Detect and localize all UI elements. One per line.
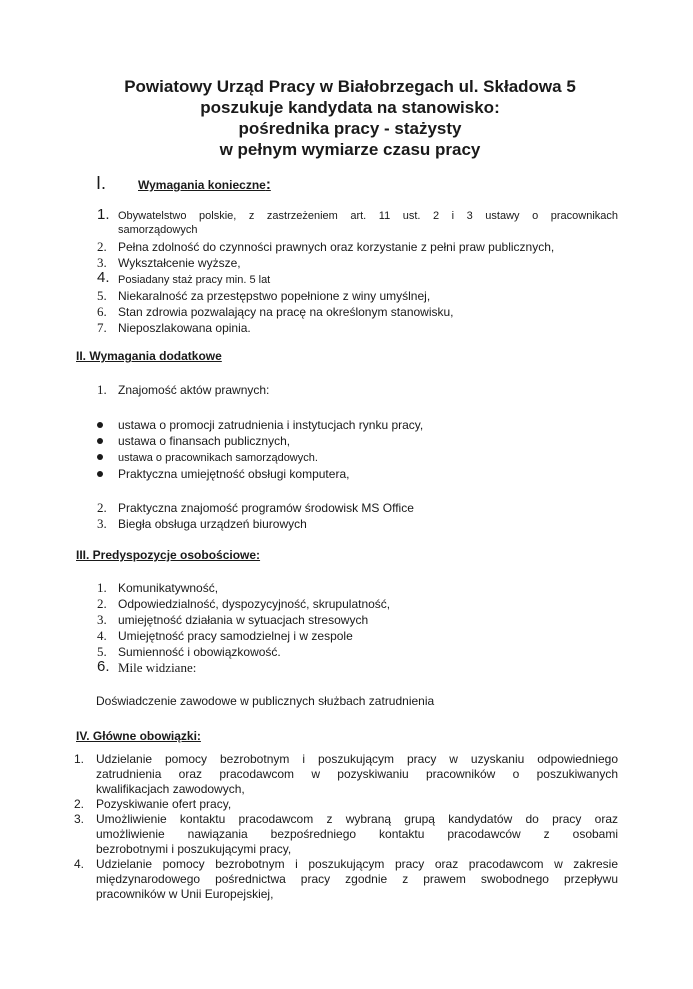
- bullet-icon: [97, 454, 103, 460]
- section-1-title-text: Wymagania konieczne: [138, 178, 266, 192]
- section-1-roman: I.: [96, 173, 107, 193]
- list-item: [97, 269, 618, 288]
- list-item-number: 3.: [97, 516, 107, 531]
- list-item-text: Sumienność i obowiązkowość.: [118, 645, 281, 659]
- list-item-number: 4.: [74, 857, 85, 871]
- list-item-text: Praktyczna znajomość programów środowisk MS Office: [118, 501, 414, 515]
- bullet-text: Praktyczna umiejętność obsługi komputera,: [118, 467, 350, 481]
- list-item-text: Znajomość aktów prawnych:: [118, 383, 270, 397]
- list-item: [97, 580, 598, 596]
- list-item-text-line: zatrudnienia oraz pracodawcom w pozyskiwaniu pracowników o poszukiwanych: [96, 767, 618, 781]
- list-item-number: 3.: [97, 255, 107, 270]
- bullet-text: ustawa o finansach publicznych,: [118, 434, 291, 448]
- list-item-text: umiejętność działania w sytuacjach stresowych: [118, 613, 369, 627]
- list-item-text-line: międzynarodowego pośrednictwa pracy zgodnie z prawem swobodnego przepływu: [96, 872, 618, 886]
- list-item-text: Posiadany staż pracy min. 5 lat: [118, 274, 271, 286]
- list-item-text: Biegła obsługa urządzeń biurowych: [118, 517, 307, 531]
- list-item-number: 5.: [97, 644, 107, 659]
- list-item-text: Niekaralność za przestępstwo popełnione z winy umyślnej,: [118, 289, 431, 303]
- title-line-2: poszukuje kandydata na stanowisko:: [200, 98, 500, 117]
- bullet-text: ustawa o promocji zatrudnienia i instytucjach rynku pracy,: [118, 418, 424, 432]
- list-item: [97, 658, 598, 676]
- list-item-number: 2.: [97, 239, 107, 254]
- list-item-text-line: Umożliwienie kontaktu pracodawcom z wybraną grupą kandydatów do pracy oraz: [96, 812, 618, 826]
- list-item-text-line: kwalifikacjach zawodowych,: [96, 782, 245, 796]
- list-item-number: 6.: [97, 304, 107, 319]
- list-item: [97, 239, 618, 255]
- list-item-text-line: Udzielanie pomocy bezrobotnym i poszukującym pracy oraz pracodawcom w zakresie: [96, 857, 618, 871]
- list-item-text-line: Obywatelstwo polskie, z zastrzeżeniem art. 11 ust. 2 i 3 ustawy o pracownikach: [118, 210, 618, 222]
- section-1-colon: :: [265, 176, 271, 193]
- list-item: [97, 644, 598, 660]
- list-item-text: Mile widziane:: [118, 660, 197, 675]
- list-item-text-line: Udzielanie pomocy bezrobotnym i poszukującym pracy w uzyskaniu odpowiedniego: [96, 752, 618, 766]
- list-item: [74, 752, 618, 797]
- list-item-number: 1.: [97, 382, 107, 397]
- list-item: [97, 320, 618, 336]
- list-item-number: 6.: [97, 658, 110, 675]
- title-line-4: w pełnym wymiarze czasu pracy: [219, 140, 481, 159]
- list-item: [74, 857, 618, 902]
- list-item-number: 2.: [74, 797, 85, 811]
- list-item: [97, 288, 618, 304]
- list-item: [97, 628, 598, 644]
- list-item-text-line: umożliwienie nawiązania bezpośredniego kontaktu pracodawców z osobami: [96, 827, 618, 841]
- section-2-bullets: [118, 417, 598, 482]
- list-item-text: Wykształcenie wyższe,: [118, 256, 241, 270]
- list-item-text: Umiejętność pracy samodzielnej i w zespole: [118, 629, 353, 643]
- list-item: [97, 304, 618, 320]
- bullet-icon: [97, 438, 103, 444]
- bullet-icon: [97, 471, 103, 477]
- list-item-number: 3.: [74, 812, 85, 826]
- list-item-number: 4.: [97, 269, 110, 286]
- document-title: [60, 76, 640, 160]
- list-item-text: Stan zdrowia pozwalający na pracę na określonym stanowisku,: [118, 305, 454, 319]
- title-line-1: Powiatowy Urząd Pracy w Białobrzegach ul. Składowa 5: [124, 77, 576, 96]
- list-item-text-line: pracowników w Unii Europejskiej,: [96, 887, 274, 901]
- list-item-number: 1.: [74, 752, 85, 766]
- bullet-text: ustawa o pracownikach samorządowych.: [118, 452, 318, 464]
- bullet-icon: [97, 422, 103, 428]
- list-item-text-line: bezrobotnymi i poszukującymi pracy,: [96, 842, 292, 856]
- section-3-extra-text: Doświadczenie zawodowe w publicznych służbach zatrudnienia: [96, 694, 435, 708]
- section-4-list: [74, 752, 618, 902]
- list-item-number: 4.: [97, 628, 107, 643]
- list-item-text-line: Pozyskiwanie ofert pracy,: [96, 797, 232, 811]
- section-1-title: [138, 176, 271, 193]
- section-3-list: [97, 580, 598, 676]
- list-item: [97, 255, 618, 271]
- list-item-text: Pełna zdolność do czynności prawnych oraz korzystanie z pełni praw publicznych,: [118, 240, 555, 254]
- section-2-list-start: [97, 382, 598, 398]
- section-2-heading: II. Wymagania dodatkowe: [76, 349, 222, 363]
- list-item-number: 2.: [97, 596, 107, 611]
- section-3-heading: III. Predyspozycje osobościowe:: [76, 548, 261, 562]
- section-1-list: [97, 206, 618, 336]
- list-item-text: Komunikatywność,: [118, 581, 219, 595]
- list-item-number: 3.: [97, 612, 107, 627]
- list-item: [74, 797, 618, 812]
- list-item-number: 5.: [97, 288, 107, 303]
- section-1-heading: [96, 173, 496, 195]
- bullet-item: [118, 433, 598, 449]
- list-item-text-line: samorządowych: [118, 224, 198, 236]
- list-item: [97, 612, 598, 628]
- section-2-list-end: [97, 500, 598, 532]
- list-item: [97, 516, 598, 532]
- section-4-heading: IV. Główne obowiązki:: [76, 729, 201, 743]
- list-item-number: 2.: [97, 500, 107, 515]
- list-item: [97, 382, 598, 398]
- bullet-item: [118, 417, 598, 433]
- list-item-text: Nieposzlakowana opinia.: [118, 321, 251, 335]
- list-item: [74, 812, 618, 857]
- list-item: [97, 206, 618, 236]
- list-item-number: 1.: [97, 580, 107, 595]
- title-line-3: pośrednika pracy - stażysty: [238, 119, 462, 138]
- list-item-number: 1.: [97, 206, 110, 223]
- bullet-item: [118, 449, 598, 466]
- list-item-number: 7.: [97, 320, 107, 335]
- list-item: [97, 596, 598, 612]
- bullet-item: [118, 466, 598, 482]
- list-item: [97, 500, 598, 516]
- list-item-text: Odpowiedzialność, dyspozycyjność, skrupulatność,: [118, 597, 391, 611]
